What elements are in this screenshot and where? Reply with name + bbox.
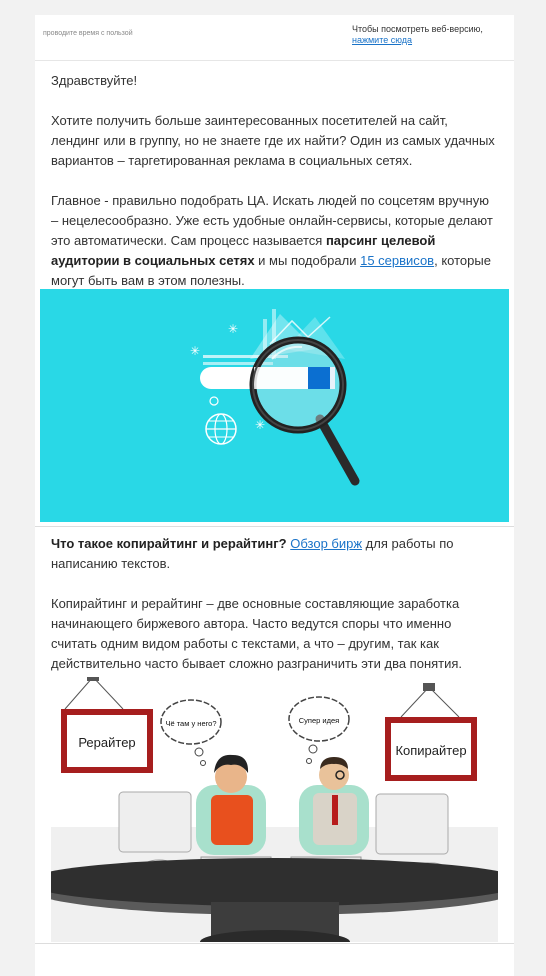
intro-section [35, 61, 514, 291]
article-2-title-bold: Что такое копирайтинг и рерайтинг? [51, 536, 287, 551]
email-container [35, 15, 514, 976]
article-2-title [51, 534, 498, 574]
sign-left-text: Рерайтер [78, 735, 136, 750]
svg-text:✳: ✳ [255, 418, 266, 432]
divider-1 [35, 526, 514, 527]
bubble-left-text: Чё там у него? [165, 719, 217, 728]
header-tagline: проводите время с пользой [43, 30, 133, 37]
p3-text-a: Главное - правильно подобрать ЦА. Искать людей по соцсетям вручную – нецелесообразно. Уже есть удобные онлайн-сервисы, которые делают это автоматически. Сам процесс называется [51, 193, 493, 248]
article-2-section [51, 534, 498, 694]
p3-text-b: и мы подобрали [254, 253, 361, 268]
bubble-right-text: Супер идея [298, 716, 340, 725]
intro-paragraph-2: Хотите получить больше заинтересованных посетителей на сайт, лендинг или в группу, но не знаете где их найти? Один из самых удачных вариантов – таргетированная реклама в социальных сетях. [51, 113, 495, 168]
article-2-paragraph: Копирайтинг и рерайтинг – две основные составляющие заработка начинающего биржевого автора. Часто ведутся споры что именно считать одним видом работы с текстами, а что – другим, так как действительно часто бывает сложно разграничить эти два понятия. [51, 596, 463, 671]
webversion-link[interactable]: нажмите сюда [352, 35, 413, 45]
services-link[interactable]: 15 сервисов [360, 253, 435, 268]
intro-paragraph-3 [51, 191, 498, 291]
magnifier-illustration [40, 289, 509, 522]
svg-text:✳: ✳ [190, 344, 201, 358]
exchanges-link[interactable]: Обзор бирж [290, 536, 363, 551]
webversion-block [352, 24, 483, 46]
email-header [35, 15, 514, 61]
svg-text:✳: ✳ [228, 322, 239, 336]
p3-text-c: , которые могут быть вам в этом полезны. [51, 253, 491, 288]
copywriter-rewriter-illustration [51, 677, 498, 942]
copywriting-illustration-image[interactable] [51, 677, 498, 942]
parsing-banner-image[interactable] [40, 289, 509, 522]
greeting: Здравствуйте! [51, 73, 138, 88]
sign-right-text: Копирайтер [395, 743, 467, 758]
webversion-text: Чтобы посмотреть веб-версию, [352, 24, 483, 34]
article-2-title-rest: для работы по написанию текстов. [51, 536, 454, 571]
divider-2 [35, 943, 514, 944]
p3-bold: парсинг целевой аудитории в социальных сетях [51, 233, 436, 268]
